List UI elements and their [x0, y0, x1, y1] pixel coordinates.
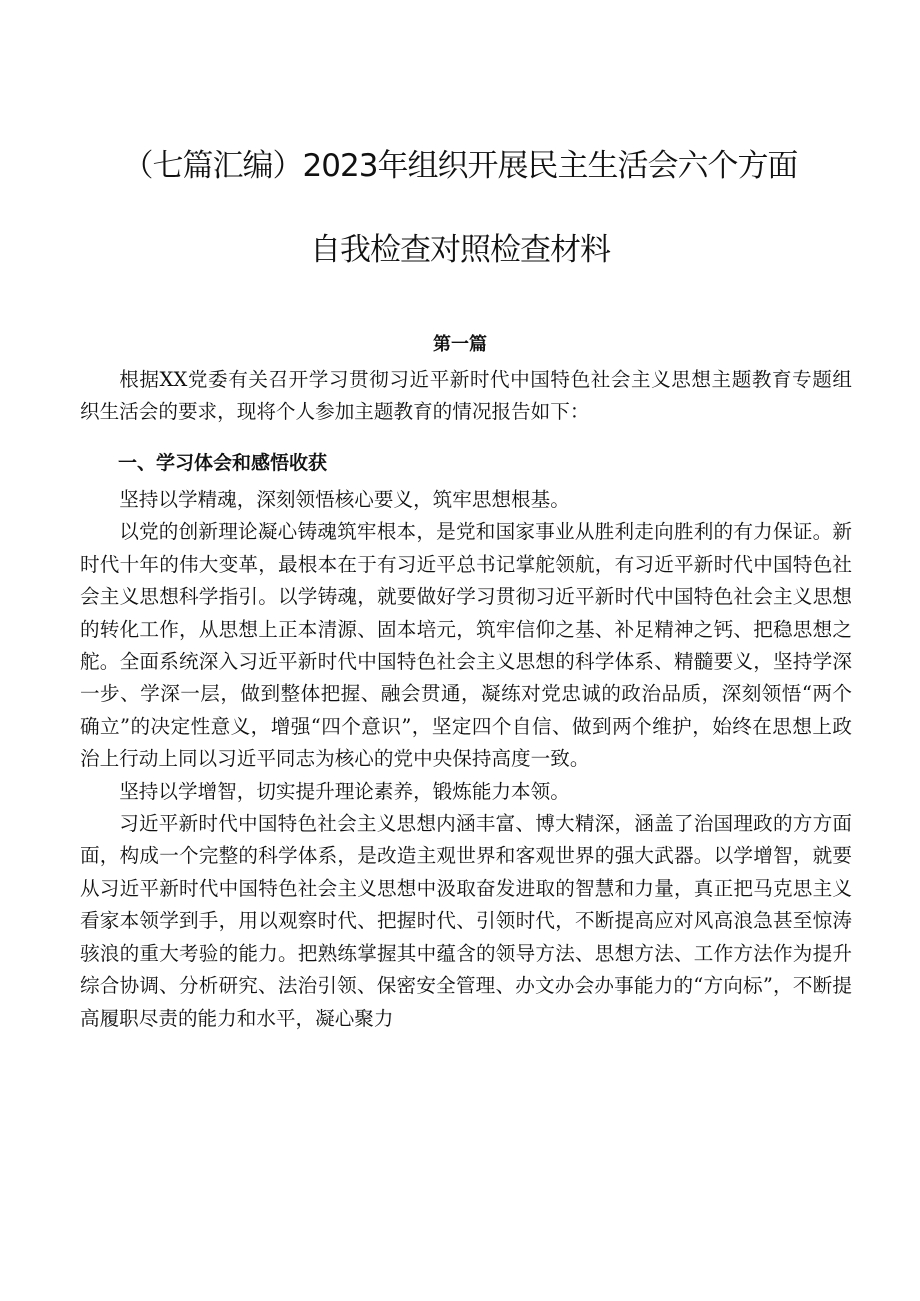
intro-paragraph: 根据XX党委有关召开学习贯彻习近平新时代中国特色社会主义思想主题教育专题组织生活会的要求，现将个人参加主题教育的情况报告如下： — [80, 368, 852, 424]
paragraph: 坚持以学增智，切实提升理论素养，锻炼能力本领。 — [119, 779, 570, 803]
section-label: 第一篇 — [433, 334, 487, 355]
body-block — [80, 484, 852, 1035]
paragraph: 坚持以学精魂，深刻领悟核心要义，筑牢思想根基。 — [119, 488, 570, 511]
paragraph: 以党的创新理论凝心铸魂筑牢根本，是党和国家事业从胜利走向胜利的有力保证。新时代十年的伟大变革，最根本在于有习近平总书记掌舵领航，有习近平新时代中国特色社会主义思想科学指引。以学铸魂，就要做好学习贯彻习近平新时代中国特色社会主义思想的转化工作，从思想上正本清源、固本培元，筑牢信仰之基、补足精神之钙、把稳思想之舵。全面系统深入习近平新时代中国特色社会主义思想的科学体系、精髓要义，坚持学深一步、学深一层，做到整体把握、融会贯通，凝练对党忠诚的政治品质，深刻领悟“两个确立”的决定性意义，增强“四个意识”，坚定四个自信、做到两个维护，始终在思想上政治上行动上同以习近平同志为核心的党中央保持高度一致。 — [80, 520, 852, 771]
paragraph: 习近平新时代中国特色社会主义思想内涵丰富、博大精深，涵盖了治国理政的方方面面，构成一个完整的科学体系，是改造主观世界和客观世界的强大武器。以学增智，就要从习近平新时代中国特色社会主义思想中汲取奋发进取的智慧和力量，真正把马克思主义看家本领学到手，用以观察时代、把握时代、引领时代，不断提高应对风高浪急甚至惊涛骇浪的重大考验的能力。把熟练掌握其中蕴含的领导方法、思想方法、工作方法作为提升综合协调、分析研究、法治引领、保密安全管理、办文办会办事能力的“方向标”，不断提高履职尽责的能力和水平，凝心聚力 — [80, 812, 852, 1030]
document-title-line-1: （七篇汇编）2023年组织开展民主生活会六个方面 — [122, 148, 798, 184]
intro-block — [80, 364, 852, 429]
heading-1: 一、学习体会和感悟收获 — [118, 452, 328, 474]
document-title-line-2: 自我检查对照检查材料 — [310, 232, 610, 268]
